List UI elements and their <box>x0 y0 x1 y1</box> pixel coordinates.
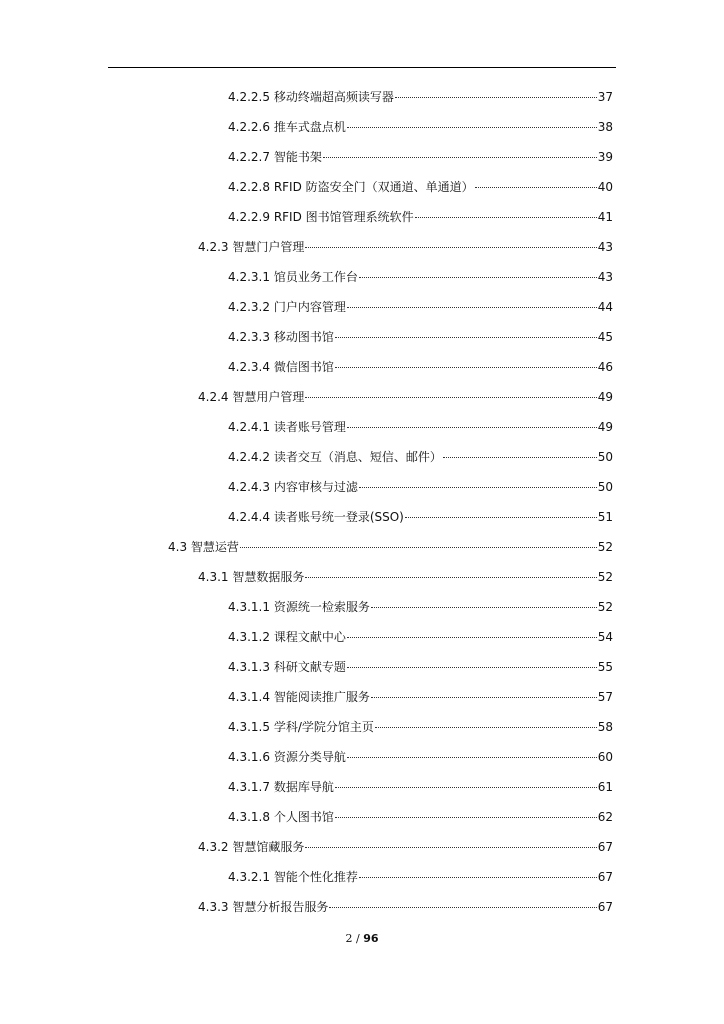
toc-dot-leader <box>335 367 597 368</box>
toc-dot-leader <box>371 607 597 608</box>
toc-entry-number: 4.3.1.2 <box>228 630 270 644</box>
current-page-number: 2 <box>345 932 353 945</box>
page-separator: / <box>355 932 360 945</box>
toc-page-number: 60 <box>597 750 613 764</box>
toc-entry-number: 4.3.1.4 <box>228 690 270 704</box>
toc-entry-label: 智慧运营 <box>190 540 239 554</box>
toc-page-number: 49 <box>597 420 613 434</box>
toc-entry-number: 4.2.4.4 <box>228 510 270 524</box>
toc-dot-leader <box>475 187 597 188</box>
toc-page-number: 67 <box>597 900 613 914</box>
toc-entry-label: 资源分类导航 <box>273 750 346 764</box>
toc-entry[interactable] <box>228 712 613 742</box>
toc-entry[interactable] <box>198 232 613 262</box>
toc-entry-label: 读者账号管理 <box>273 420 346 434</box>
toc-entry-label: 智慧数据服务 <box>232 570 305 584</box>
toc-entry[interactable] <box>228 442 613 472</box>
toc-entry-number: 4.2.2.9 <box>228 210 270 224</box>
toc-entry-label: RFID 图书馆管理系统软件 <box>273 210 414 224</box>
toc-entry-title <box>228 712 374 742</box>
toc-entry-number: 4.2.4.2 <box>228 450 270 464</box>
toc-entry[interactable] <box>228 742 613 772</box>
toc-entry-label: 移动图书馆 <box>273 330 334 344</box>
toc-entry[interactable] <box>228 322 613 352</box>
toc-entry-number: 4.3.1.3 <box>228 660 270 674</box>
toc-page-number: 38 <box>597 120 613 134</box>
toc-entry[interactable] <box>228 172 613 202</box>
toc-entry-title <box>228 262 358 292</box>
toc-entry[interactable] <box>228 82 613 112</box>
toc-page-number: 52 <box>597 540 613 554</box>
toc-page-number: 54 <box>597 630 613 644</box>
toc-dot-leader <box>347 307 597 308</box>
toc-dot-leader <box>329 907 596 908</box>
toc-entry-label: 推车式盘点机 <box>273 120 346 134</box>
toc-entry-title <box>228 112 346 142</box>
toc-dot-leader <box>395 97 597 98</box>
toc-dot-leader <box>347 637 597 638</box>
toc-entry[interactable] <box>198 562 613 592</box>
toc-page-number: 49 <box>597 390 613 404</box>
toc-entry-number: 4.3.1.6 <box>228 750 270 764</box>
toc-page-number: 52 <box>597 570 613 584</box>
toc-dot-leader <box>405 517 597 518</box>
toc-entry[interactable] <box>228 412 613 442</box>
toc-page-number: 57 <box>597 690 613 704</box>
toc-entry-label: 移动终端超高频读写器 <box>273 90 394 104</box>
toc-entry-number: 4.3.2 <box>198 840 229 854</box>
toc-entry-number: 4.3.1.1 <box>228 600 270 614</box>
toc-dot-leader <box>359 877 597 878</box>
toc-entry[interactable] <box>228 652 613 682</box>
toc-entry-number: 4.2.3.2 <box>228 300 270 314</box>
toc-entry-number: 4.2.3.4 <box>228 360 270 374</box>
toc-entry-number: 4.2.2.5 <box>228 90 270 104</box>
toc-entry-number: 4.2.4 <box>198 390 229 404</box>
toc-page-number: 67 <box>597 840 613 854</box>
toc-entry-label: 智能阅读推广服务 <box>273 690 370 704</box>
toc-entry-number: 4.3 <box>168 540 188 554</box>
toc-entry-title <box>228 142 322 172</box>
toc-entry-number: 4.2.3 <box>198 240 229 254</box>
toc-entry[interactable] <box>228 262 613 292</box>
toc-entry-label: 智慧分析报告服务 <box>232 900 329 914</box>
toc-entry[interactable] <box>198 832 613 862</box>
toc-entry-label: 学科/学院分馆主页 <box>273 720 374 734</box>
toc-entry-title <box>228 742 346 772</box>
toc-entry-label: 智慧馆藏服务 <box>232 840 305 854</box>
toc-entry-label: 个人图书馆 <box>273 810 334 824</box>
toc-entry-title <box>198 832 304 862</box>
toc-dot-leader <box>305 577 596 578</box>
toc-entry-title <box>228 652 346 682</box>
toc-dot-leader <box>443 457 597 458</box>
toc-entry-title <box>228 862 358 892</box>
toc-entry[interactable] <box>228 112 613 142</box>
toc-entry-number: 4.2.4.3 <box>228 480 270 494</box>
toc-entry-title <box>228 442 442 472</box>
toc-dot-leader <box>335 817 597 818</box>
toc-entry[interactable] <box>168 532 613 562</box>
toc-entry[interactable] <box>228 142 613 172</box>
toc-entry-title <box>228 592 370 622</box>
page-footer <box>0 932 724 945</box>
toc-entry-label: RFID 防盗安全门（双通道、单通道） <box>273 180 474 194</box>
toc-entry-number: 4.3.1 <box>198 570 229 584</box>
toc-dot-leader <box>323 157 597 158</box>
toc-page-number: 40 <box>597 180 613 194</box>
toc-entry[interactable] <box>228 352 613 382</box>
toc-page-number: 67 <box>597 870 613 884</box>
toc-page-number: 41 <box>597 210 613 224</box>
toc-dot-leader <box>375 727 597 728</box>
header-rule <box>108 67 616 68</box>
toc-entry-label: 读者交互（消息、短信、邮件） <box>273 450 442 464</box>
toc-entry-label: 数据库导航 <box>273 780 334 794</box>
toc-entry-title <box>228 292 346 322</box>
toc-dot-leader <box>305 847 596 848</box>
toc-page-number: 52 <box>597 600 613 614</box>
toc-entry-label: 智能书架 <box>273 150 322 164</box>
total-page-count: 96 <box>363 932 379 945</box>
toc-dot-leader <box>335 337 597 338</box>
toc-entry-title <box>228 502 404 532</box>
toc-page-number: 46 <box>597 360 613 374</box>
toc-page-number: 55 <box>597 660 613 674</box>
toc-entry-title <box>228 682 370 712</box>
toc-entry-title <box>198 562 304 592</box>
toc-dot-leader <box>371 697 597 698</box>
toc-page-number: 43 <box>597 270 613 284</box>
toc-dot-leader <box>305 247 596 248</box>
toc-entry-number: 4.3.1.7 <box>228 780 270 794</box>
toc-entry[interactable] <box>228 772 613 802</box>
toc-page-number: 43 <box>597 240 613 254</box>
toc-dot-leader <box>359 277 597 278</box>
toc-page-number: 51 <box>597 510 613 524</box>
toc-entry[interactable] <box>228 622 613 652</box>
toc-entry[interactable] <box>198 382 613 412</box>
toc-entry-number: 4.2.3.3 <box>228 330 270 344</box>
toc-entry-title <box>228 322 334 352</box>
toc-entry-title <box>228 352 334 382</box>
toc-page-number: 50 <box>597 480 613 494</box>
toc-dot-leader <box>347 127 597 128</box>
toc-dot-leader <box>415 217 597 218</box>
toc-entry-title <box>228 412 346 442</box>
toc-entry-number: 4.3.1.8 <box>228 810 270 824</box>
toc-entry-label: 资源统一检索服务 <box>273 600 370 614</box>
toc-entry-title <box>228 172 474 202</box>
toc-entry[interactable] <box>228 292 613 322</box>
toc-dot-leader <box>347 427 597 428</box>
toc-entry-number: 4.2.3.1 <box>228 270 270 284</box>
toc-page-number: 50 <box>597 450 613 464</box>
toc-entry-title <box>228 802 334 832</box>
toc-entry-label: 智能个性化推荐 <box>273 870 358 884</box>
toc-entry[interactable] <box>228 862 613 892</box>
toc-entry-title <box>198 892 328 922</box>
toc-entry-title <box>228 472 358 502</box>
toc-entry-label: 课程文献中心 <box>273 630 346 644</box>
toc-entry[interactable] <box>198 892 613 922</box>
toc-entry-title <box>168 532 239 562</box>
toc-dot-leader <box>335 787 597 788</box>
toc-entry-title <box>228 82 394 112</box>
toc-dot-leader <box>240 547 597 548</box>
toc-entry[interactable] <box>228 592 613 622</box>
toc-entry-number: 4.3.2.1 <box>228 870 270 884</box>
toc-entry-title <box>198 232 304 262</box>
toc-entry-number: 4.3.1.5 <box>228 720 270 734</box>
toc-entry-label: 智慧用户管理 <box>232 390 305 404</box>
toc-page-number: 39 <box>597 150 613 164</box>
toc-entry-title <box>228 202 414 232</box>
toc-entry-title <box>228 622 346 652</box>
toc-entry[interactable] <box>228 682 613 712</box>
toc-page-number: 37 <box>597 90 613 104</box>
toc-entry[interactable] <box>228 502 613 532</box>
toc-dot-leader <box>347 757 597 758</box>
toc-entry-number: 4.2.4.1 <box>228 420 270 434</box>
toc-entry-label: 馆员业务工作台 <box>273 270 358 284</box>
toc-entry-label: 内容审核与过滤 <box>273 480 358 494</box>
toc-entry-label: 门户内容管理 <box>273 300 346 314</box>
toc-entry-number: 4.2.2.6 <box>228 120 270 134</box>
toc-page-number: 58 <box>597 720 613 734</box>
toc-dot-leader <box>347 667 597 668</box>
toc-dot-leader <box>359 487 597 488</box>
toc-entry[interactable] <box>228 472 613 502</box>
toc-entry-number: 4.2.2.8 <box>228 180 270 194</box>
toc-entry[interactable] <box>228 202 613 232</box>
toc-dot-leader <box>305 397 596 398</box>
toc-entry-number: 4.2.2.7 <box>228 150 270 164</box>
toc-entry-label: 科研文献专题 <box>273 660 346 674</box>
toc-entry-number: 4.3.3 <box>198 900 229 914</box>
toc-page-number: 45 <box>597 330 613 344</box>
toc-entry-label: 智慧门户管理 <box>232 240 305 254</box>
toc-page-number: 61 <box>597 780 613 794</box>
toc-entry-title <box>198 382 304 412</box>
toc-entry-label: 微信图书馆 <box>273 360 334 374</box>
toc-entry-label: 读者账号统一登录(SSO) <box>273 510 404 524</box>
toc-entry[interactable] <box>228 802 613 832</box>
toc-entry-title <box>228 772 334 802</box>
toc-page-number: 44 <box>597 300 613 314</box>
toc-page-number: 62 <box>597 810 613 824</box>
